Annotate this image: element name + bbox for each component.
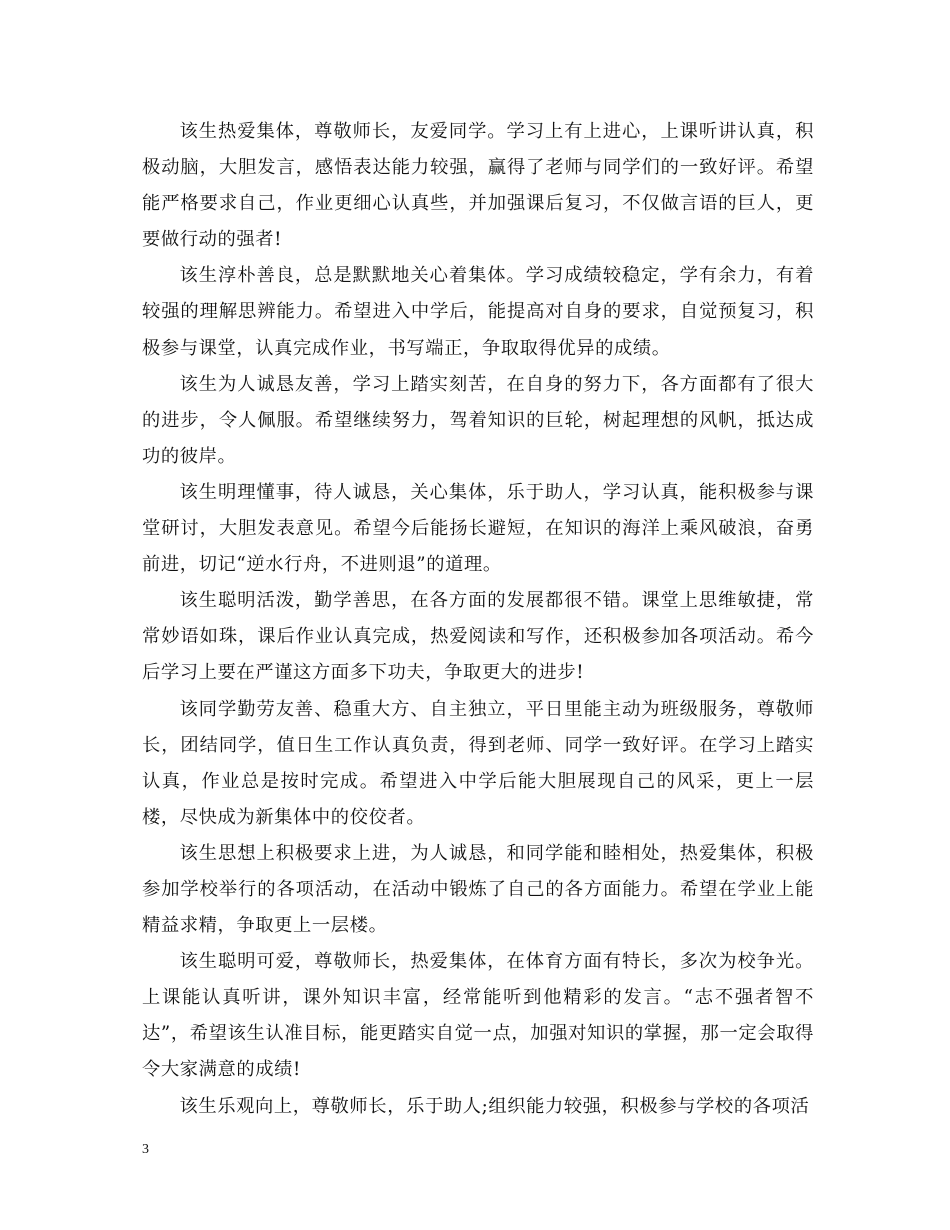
paragraph-6: 该同学勤劳友善、稳重大方、自主独立，平日里能主动为班级服务，尊敬师长，团结同学，值日生工作认真负责，得到老师、同学一致好评。在学习上踏实认真，作业总是按时完成。希望进入中学后能大胆展现自己的风采，更上一层楼，尽快成为新集体中的佼佼者。 xyxy=(142,698,814,828)
document-body xyxy=(142,114,814,1125)
paragraph-8: 该生聪明可爱，尊敬师长，热爱集体，在体育方面有特长，多次为校争光。上课能认真听讲，课外知识丰富，经常能听到他精彩的发言。“志不强者智不达”，希望该生认准目标，能更踏实自觉一点，加强对知识的掌握，那一定会取得令大家满意的成绩! xyxy=(142,951,814,1081)
paragraph-4: 该生明理懂事，待人诚恳，关心集体，乐于助人，学习认真，能积极参与课堂研讨，大胆发表意见。希望今后能扬长避短，在知识的海洋上乘风破浪，奋勇前进，切记“逆水行舟，不进则退”的道理。 xyxy=(142,481,814,576)
page-number: 3 xyxy=(142,1142,149,1157)
paragraph-9: 该生乐观向上，尊敬师长，乐于助人;组织能力较强，积极参与学校的各项活 xyxy=(179,1095,810,1117)
paragraph-2: 该生淳朴善良，总是默默地关心着集体。学习成绩较稳定，学有余力，有着较强的理解思辨能力。希望进入中学后，能提高对自身的要求，自觉预复习，积极参与课堂，认真完成作业，书写端正，争取取得优异的成绩。 xyxy=(142,265,814,359)
paragraph-1: 该生热爱集体，尊敬师长，友爱同学。学习上有上进心，上课听讲认真，积极动脑，大胆发言，感悟表达能力较强，赢得了老师与同学们的一致好评。希望能严格要求自己，作业更细心认真些，并加强课后复习，不仅做言语的巨人，更要做行动的强者! xyxy=(142,121,814,251)
paragraph-3: 该生为人诚恳友善，学习上踏实刻苦，在自身的努力下，各方面都有了很大的进步，令人佩服。希望继续努力，驾着知识的巨轮，树起理想的风帆，抵达成功的彼岸。 xyxy=(142,373,814,467)
paragraph-5: 该生聪明活泼，勤学善思，在各方面的发展都很不错。课堂上思维敏捷，常常妙语如珠，课后作业认真完成，热爱阅读和写作，还积极参加各项活动。希今后学习上要在严谨这方面多下功夫，争取更大的进步! xyxy=(142,590,814,684)
paragraph-7: 该生思想上积极要求上进，为人诚恳，和同学能和睦相处，热爱集体，积极参加学校举行的各项活动，在活动中锻炼了自己的各方面能力。希望在学业上能精益求精，争取更上一层楼。 xyxy=(142,842,814,937)
